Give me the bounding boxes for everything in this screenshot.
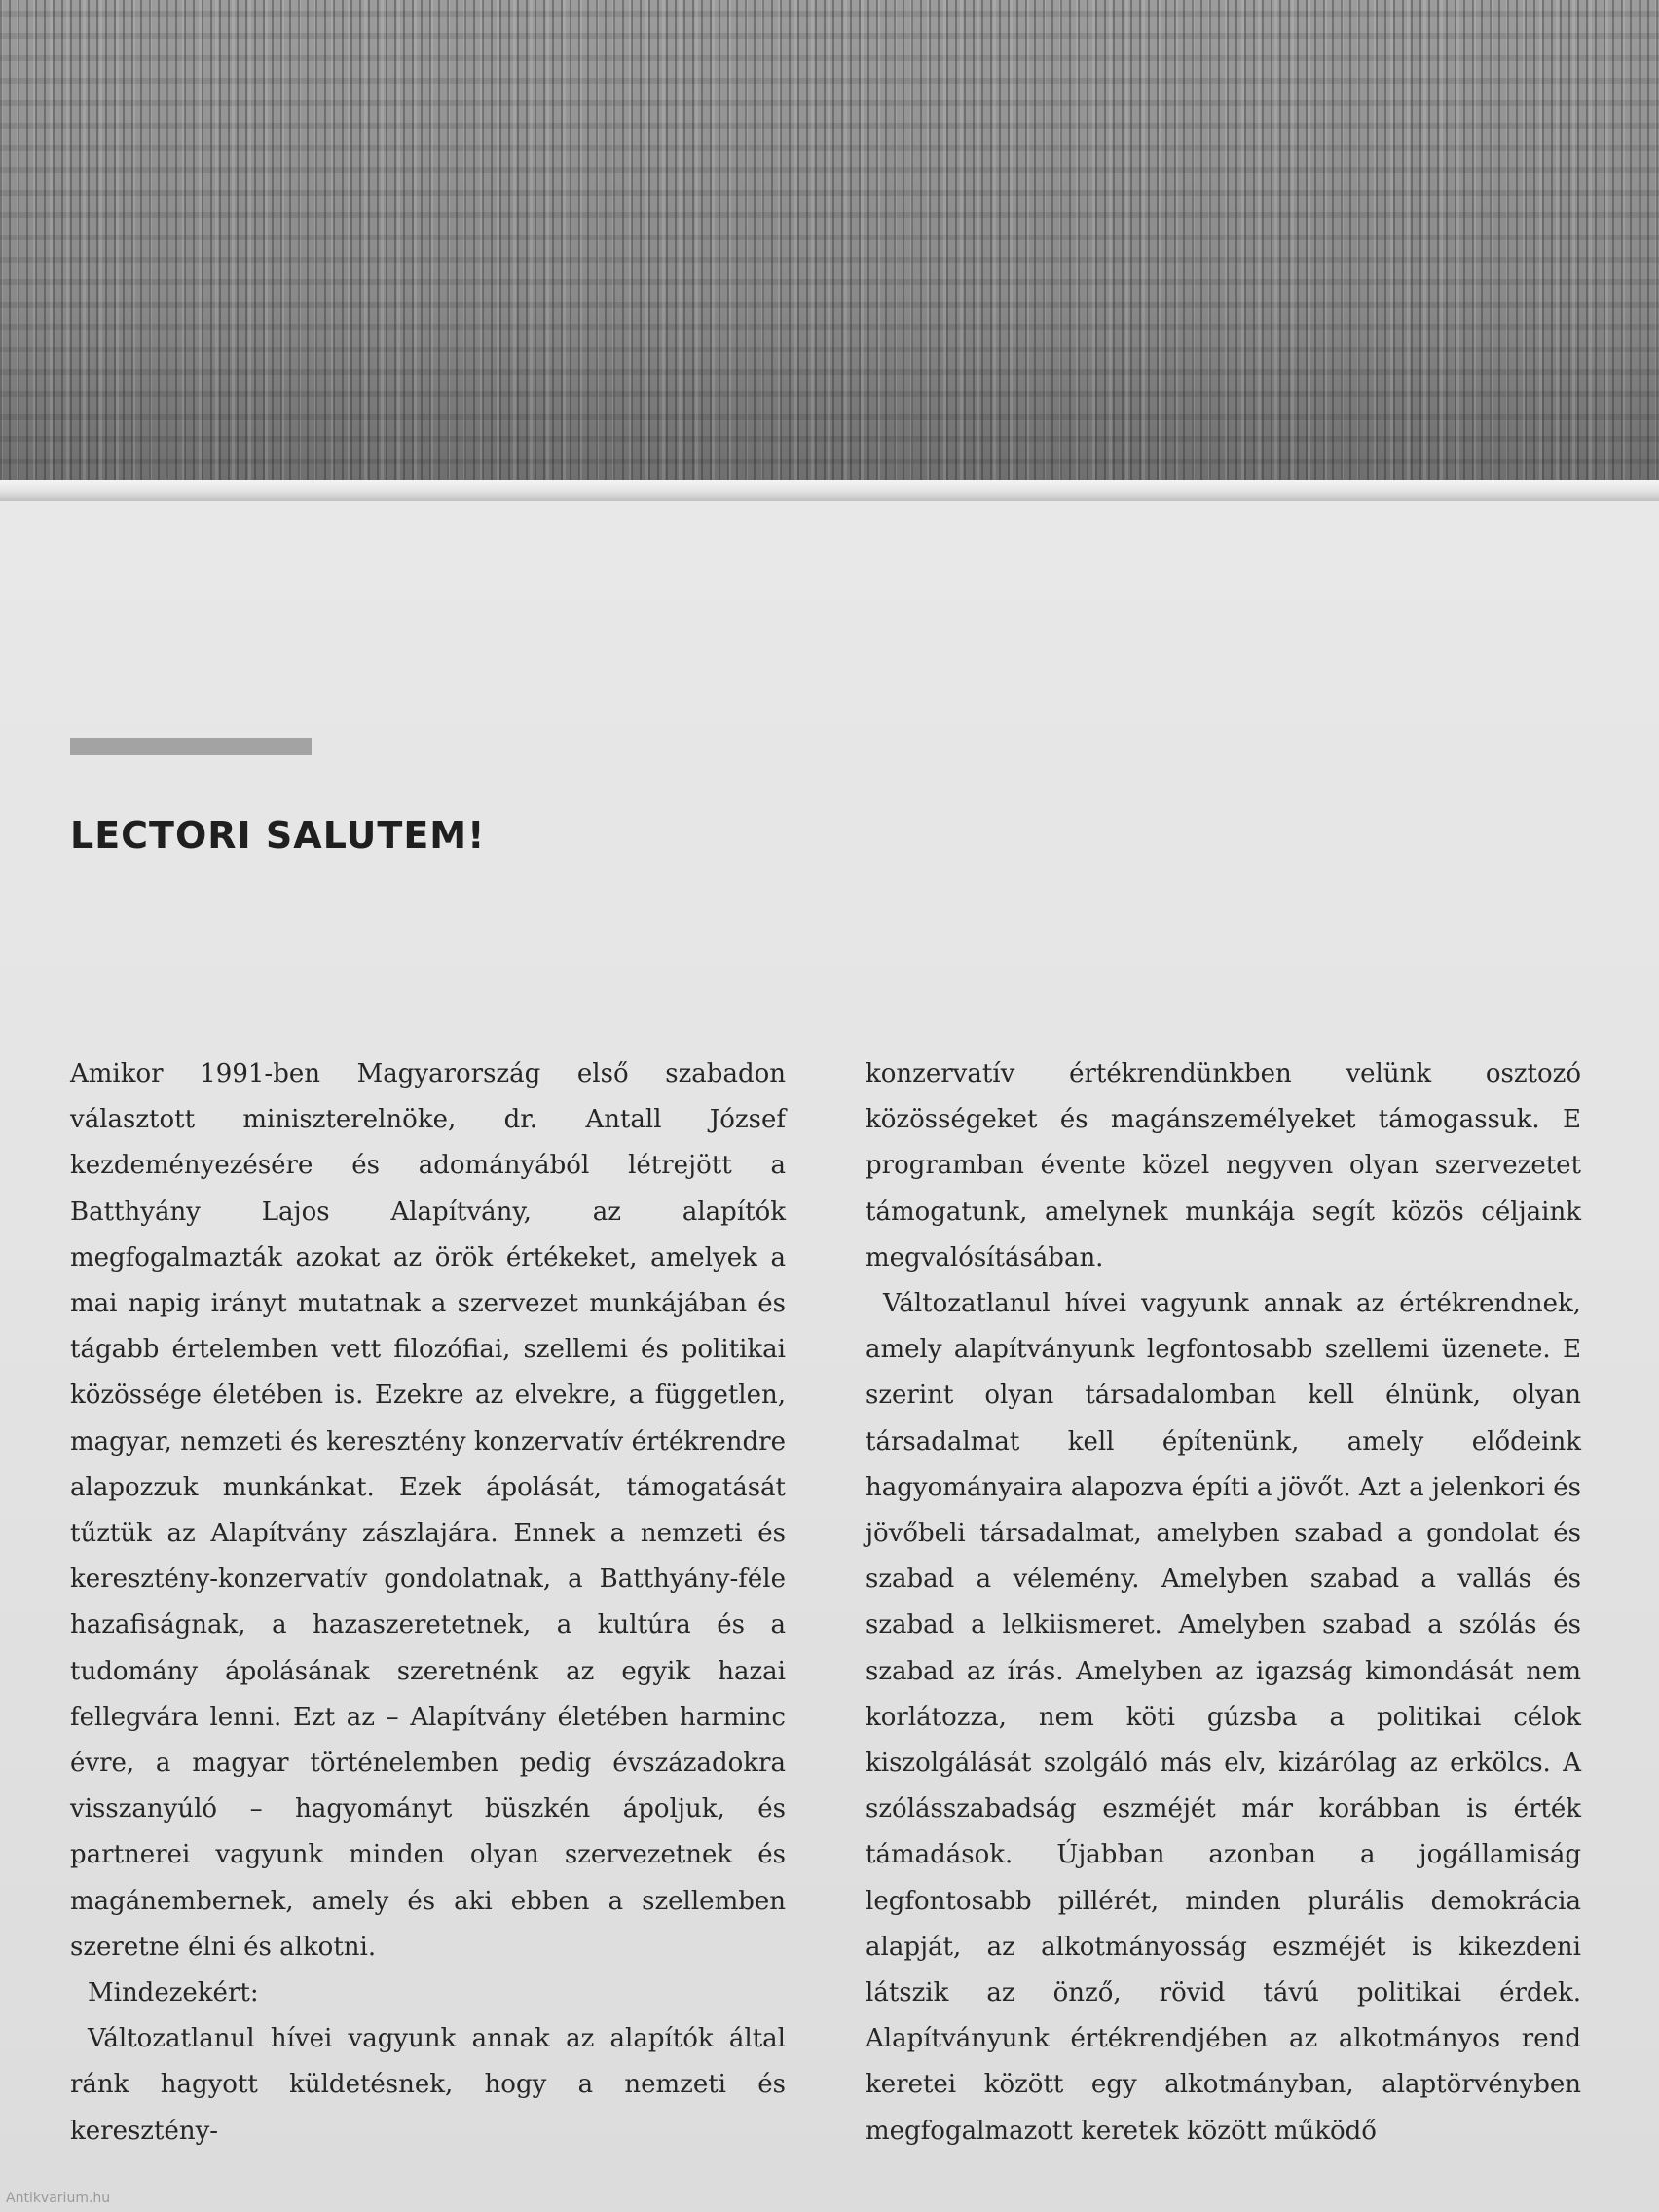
paragraph: konzervatív értékrendünkben velünk osztozó közösségeket és magánszemélyeket támogassuk. E programban évente közel negyven olyan szervezetet támogatunk, amelynek munkája segít közös céljaink megvalósításában. — [866, 1059, 1581, 1272]
accent-bar — [70, 738, 312, 755]
wood-background — [0, 0, 1659, 487]
paragraph: Változatlanul hívei vagyunk annak az értékrendnek, amely alapítványunk legfontosabb szellemi üzenete. E szerint olyan társadalomban kell élnünk, olyan társadalmat kell építenünk, amely elődeink hagyományaira alapozva építi a jövőt. Azt a jelenkori és jövőbeli társadalmat, amelyben szabad a gondolat és szabad a vélemény. Amelyben szabad a vallás és szabad a lelkiismeret. Amelyben szabad a szólás és szabad az írás. Amelyben az igazság kimondását nem korlátozza, nem köti gúzsba a politikai célok kiszolgálását szolgáló más elv, kizárólag az erkölcs. A szólásszabadság eszméjét már korábban is érték támadások. Újabban azonban a jogállamiság legfontosabb pillérét, minden plurális demokrácia alapját, az alkotmányosság eszméjét is kikezdeni látszik az önző, rövid távú politikai érdek. Alapítványunk értékrendjében az alkotmányos rend keretei között egy alkotmányban, alaptörvényben megfogalmazott keretek között működő — [866, 1289, 1581, 2146]
paragraph: Amikor 1991-ben Magyarország első szabadon választott miniszterelnöke, dr. Antall József kezdeményezésére és adományából létrejött a Batthyány Lajos Alapítvány, az alapítók megfogalmazták azokat az örök értékeket, amelyek a mai napig irányt mutatnak a szervezet munkájában és tágabb értelemben vett filozófiai, szellemi és politikai közössége életében is. Ezekre az elvekre, a független, magyar, nemzeti és keresztény konzervatív értékrendre alapozzuk munkánkat. Ezek ápolását, támogatását tűztük az Alapítvány zászlajára. Ennek a nemzeti és keresztény-konzervatív gondolatnak, a Batthyány-féle hazafiságnak, a hazaszeretetnek, a kultúra és a tudomány ápolásának szeretnénk az egyik hazai fellegvára lenni. Ezt az – Alapítvány életében harminc évre, a magyar történelemben pedig évszázadokra visszanyúló – hagyományt büszkén ápoljuk, és partnerei vagyunk minden olyan szervezetnek és magánembernek, amely és aki ebben a szellemben szeretne élni és alkotni. — [70, 1059, 786, 1962]
paragraph: Változatlanul hívei vagyunk annak az alapítók által ránk hagyott küldetésnek, hogy a nemzeti és keresztény- — [70, 2024, 786, 2146]
right-column — [866, 1051, 1581, 2155]
left-column — [70, 1051, 786, 2155]
watermark: Antikvarium.hu — [6, 2191, 111, 2206]
page-edge — [0, 480, 1659, 503]
paragraph: Mindezekért: — [88, 1978, 259, 2009]
page-title: LECTORI SALUTEM! — [70, 814, 486, 857]
